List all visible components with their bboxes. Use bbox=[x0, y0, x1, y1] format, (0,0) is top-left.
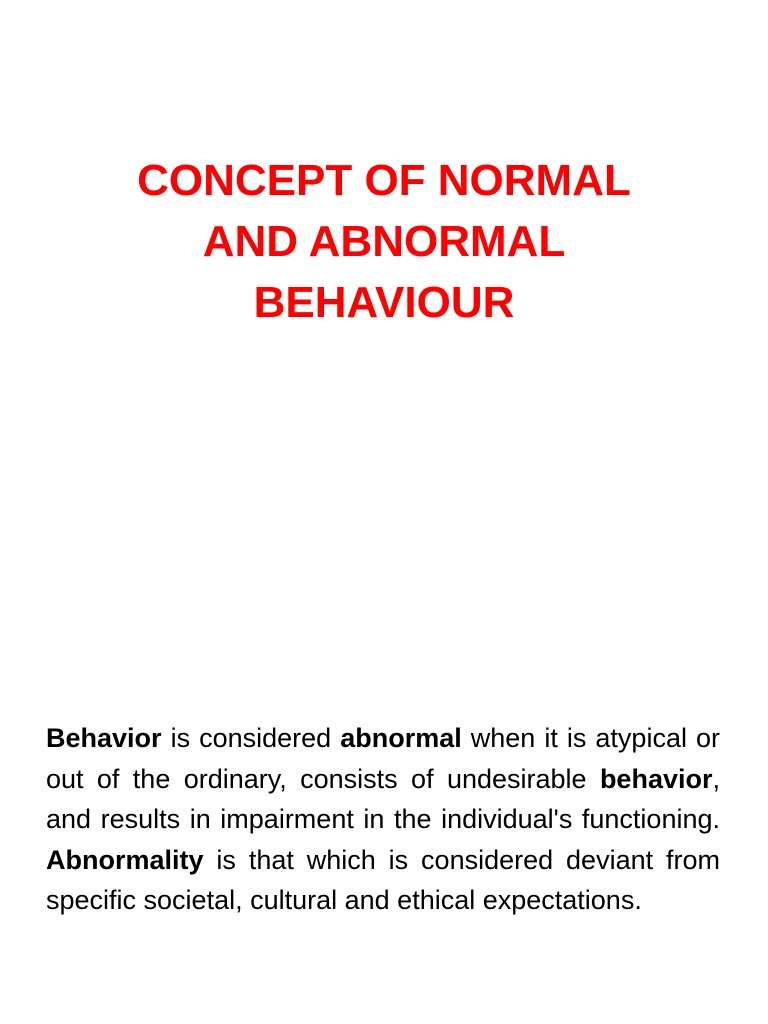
title-line-3: BEHAVIOUR bbox=[253, 278, 515, 327]
title-line-1: CONCEPT OF NORMAL bbox=[137, 156, 631, 205]
text-segment: is that which is considered deviant from specific societal, cultural and ethical expectations. bbox=[46, 844, 720, 915]
term-behavior: Behavior bbox=[46, 723, 162, 753]
text-segment: when it is atypical or out of the ordinary, consists of undesirable bbox=[46, 723, 720, 794]
term-abnormality: Abnormality bbox=[46, 844, 204, 875]
body-paragraph bbox=[46, 718, 720, 921]
text-segment: , and results in impairment in the individual's functioning. bbox=[46, 763, 720, 834]
page-title bbox=[60, 150, 708, 333]
title-line-2: AND ABNORMAL bbox=[202, 217, 566, 266]
term-abnormal: abnormal bbox=[340, 723, 462, 753]
term-behavior-2: behavior bbox=[599, 763, 713, 794]
text-segment: is considered bbox=[161, 723, 341, 753]
